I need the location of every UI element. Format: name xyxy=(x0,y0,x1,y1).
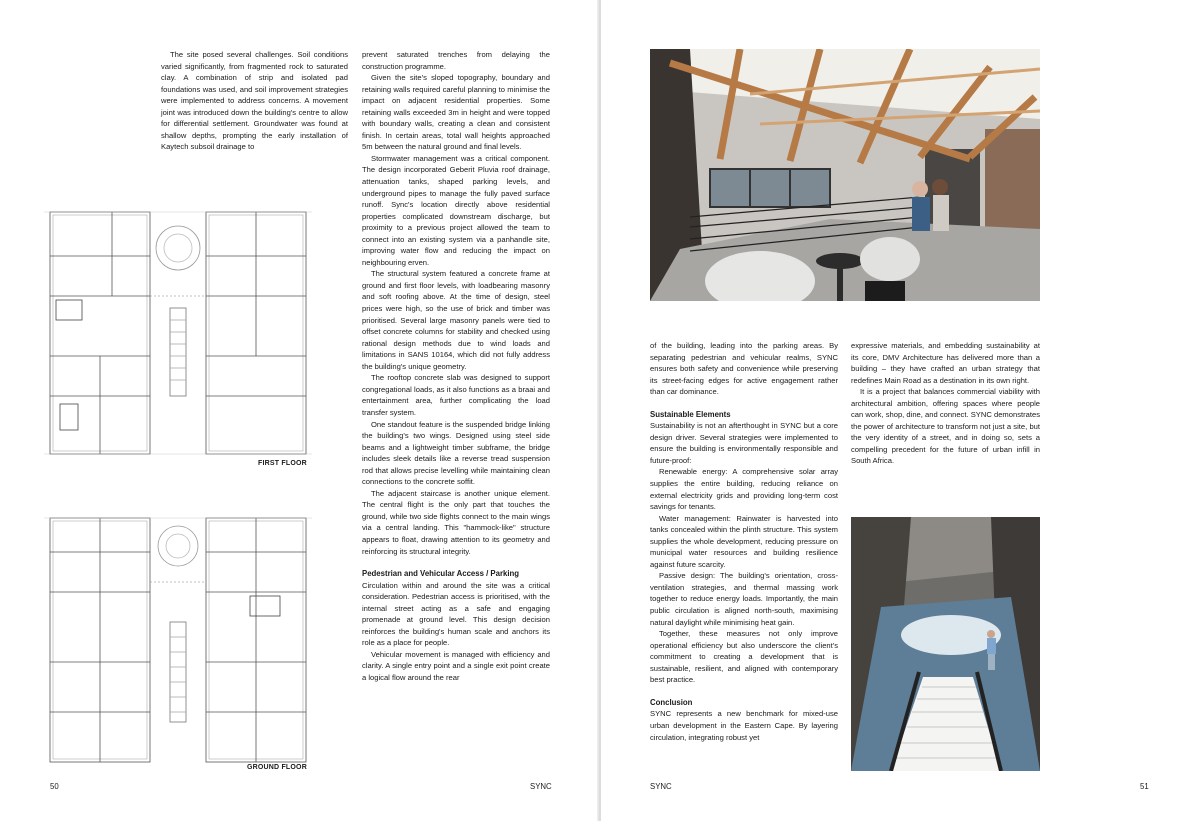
running-footer-title: SYNC xyxy=(650,782,672,791)
body-paragraph: prevent saturated trenches from delaying the construction programme. xyxy=(362,50,550,71)
body-paragraph: Renewable energy: A comprehensive solar array supplies the entire building, reducing reliance on external electricity grids and providing long-term cost savings for tenants. xyxy=(650,467,838,512)
body-paragraph: Stormwater management was a critical component. The design incorporated Geberit Pluvia roof drainage, attenuation tanks, shaped parking levels, and underground pipes to manage the fully paved surface runoff. Sync's location directly above residential properties complicated downstream discharge, but proximity to a previous project allowed the team to connect into an existing system via a panhandle site, improving water flow and reducing the impact on neighbouring erven. xyxy=(362,153,550,267)
body-paragraph: Circulation within and around the site was a critical consideration. Pedestrian access is prioritised, with the internal street acting as a safe and engaging promenade at ground level. This design decision reinforces the building's human scale and anchors its role as a place for people. xyxy=(362,580,550,648)
body-paragraph: Vehicular movement is managed with efficiency and clarity. A single entry point and a single exit point create a logical flow around the rear xyxy=(362,649,550,682)
body-paragraph: SYNC represents a new benchmark for mixed-use urban development in the Eastern Cape. By layering circulation, integrating robust yet xyxy=(650,709,838,742)
body-paragraph: Given the site's sloped topography, boundary and retaining walls required careful planning to minimise the impact on adjacent residential properties. Some retaining walls exceeded 3m in height and were topped with boundary walls, creating a clean and consistent finish. In certain areas, total wall heights approached 5m between the natural ground and final levels. xyxy=(362,73,550,152)
left-page-column-1 xyxy=(161,49,348,153)
running-footer-title: SYNC xyxy=(530,782,552,791)
body-paragraph: It is a project that balances commercial viability with architectural ambition, offering spaces where people can work, shop, dine, and connect. SYNC demonstrates the power of architecture to transform not just a site, but the very identity of a street, and in doing so, sets a compelling precedent for the future of urban infill in South Africa. xyxy=(851,387,1040,466)
mezzanine-interior-photo xyxy=(650,49,1040,301)
right-page xyxy=(601,0,1200,821)
left-page-column-2 xyxy=(362,49,550,684)
section-heading: Sustainable Elements xyxy=(650,409,731,419)
body-paragraph: Sustainability is not an afterthought in SYNC but a core design driver. Several strategies were implemented to ensure the building is environmentally responsible and future-proof: xyxy=(650,421,838,465)
body-paragraph: expressive materials, and embedding sustainability at its core, DMV Architecture has delivered more than a building – they have crafted an urban strategy that redefines Main Road as a destination in its own right. xyxy=(851,341,1040,385)
body-paragraph: The site posed several challenges. Soil conditions varied significantly, from fragmented rock to saturated clay. A combination of strip and isolated pad foundations was used, and soil improvement strategies were implemented to address concerns. A movement joint was introduced down the building's centre to allow for differential settlement. Groundwater was found at shallow depths, prompting the early installation of Kaytech subsoil drainage to xyxy=(161,50,348,152)
body-paragraph: The rooftop concrete slab was designed to support congregational loads, as it also functions as a braai and entertainment area, further complicating the load transfer system. xyxy=(362,373,550,417)
ground-floor-plan xyxy=(44,512,314,776)
body-paragraph: Passive design: The building's orientation, cross-ventilation strategies, and thermal massing work together to reduce energy loads. Importantly, the main public circulation is aligned north-south, maximising natural daylight while minimising heat gain. xyxy=(650,571,838,627)
section-heading: Pedestrian and Vehicular Access / Parking xyxy=(362,569,520,579)
body-paragraph: The structural system featured a concrete frame at ground and first floor levels, with loadbearing masonry and soft roofing above. At the time of design, steel prices were high, so the use of brick and timber was prioritised. Several large masonry panels were tied to offset concrete columns for stability and checked using rational design methods due to wind loads and limitations in SANS 10164, which did not fully address the building's unique geometry. xyxy=(362,269,550,371)
body-paragraph: The adjacent staircase is another unique element. The central flight is the only part that touches the ground, while two side flights connect to the main wings via a central landing. This "hammock-like" structure appears to float, drawing attention to its geometry and reinforcing its structural integrity. xyxy=(362,488,550,556)
right-page-column-2 xyxy=(851,340,1040,467)
staircase-photo xyxy=(851,517,1040,771)
page-number: 50 xyxy=(50,782,59,791)
right-page-column-1 xyxy=(650,340,838,743)
page-number: 51 xyxy=(1140,782,1149,791)
section-heading: Conclusion xyxy=(650,697,693,707)
body-paragraph: of the building, leading into the parking areas. By separating pedestrian and vehicular realms, SYNC ensures both safety and convenience while preserving its street-facing edges for active engagement rather than car dominance. xyxy=(650,341,838,397)
ground-floor-plan-label: GROUND FLOOR xyxy=(247,764,307,771)
first-floor-plan-label: FIRST FLOOR xyxy=(258,460,307,467)
first-floor-plan xyxy=(44,208,314,470)
body-paragraph: Water management: Rainwater is harvested into tanks concealed within the plinth structure. This system supplies the whole development, reducing pressure on municipal water resources and building resilience against future scarcity. xyxy=(650,513,838,569)
body-paragraph: Together, these measures not only improve operational efficiency but also underscore the client's commitment to creating a development that is sustainable, resilient, and aligned with contemporary best practice. xyxy=(650,629,838,685)
body-paragraph: One standout feature is the suspended bridge linking the building's two wings. Designed using steel side beams and a lightweight timber subframe, the bridge includes sleek details like a reverse tread suspension rod that allows precise levelling while maintaining clean connections to the concrete soffit. xyxy=(362,419,550,487)
left-page xyxy=(0,0,599,821)
